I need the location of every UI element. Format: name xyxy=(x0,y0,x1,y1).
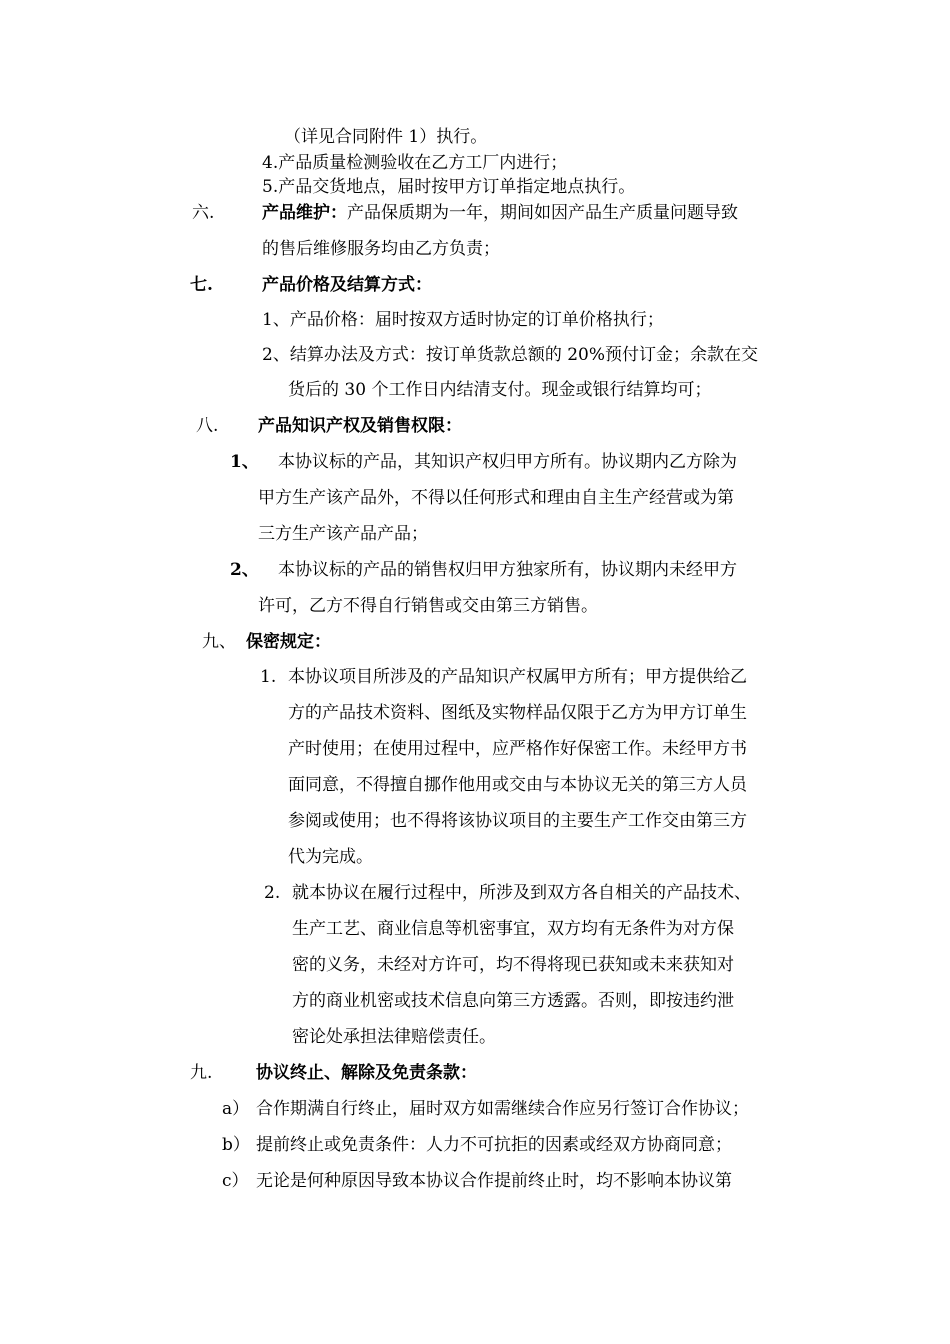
s7-title: 产品价格及结算方式： xyxy=(262,275,432,295)
s5-continuation: （详见合同附件 1）执行。 xyxy=(284,127,488,147)
s10-a-text: 合作期满自行终止，届时双方如需继续合作应另行签订合作协议； xyxy=(256,1099,749,1119)
s8-title: 产品知识产权及销售权限： xyxy=(258,416,462,436)
s9-item-1-number: 1. xyxy=(260,667,277,687)
s9-item-2-line: 方的商业机密或技术信息向第三方透露。否则，即按违约泄 xyxy=(292,991,734,1011)
s8-item-2-line-1: 本协议标的产品的销售权归甲方独家所有，协议期内未经甲方 xyxy=(278,560,737,580)
s8-item-2-number: 2、 xyxy=(230,560,259,580)
s8-item-1-line-2: 甲方生产该产品外，不得以任何形式和理由自主生产经营或为第 xyxy=(258,488,734,508)
s9-item-2-line: 生产工艺、商业信息等机密事宜，双方均有无条件为对方保 xyxy=(292,919,734,939)
s10-b-label: b） xyxy=(222,1135,250,1155)
s10-c-label: c） xyxy=(222,1171,249,1191)
s8-item-1-line-3: 三方生产该产品产品； xyxy=(258,524,428,544)
s9-item-1-line: 代为完成。 xyxy=(288,847,373,867)
s10-b-text: 提前终止或免责条件：人力不可抗拒的因素或经双方协商同意； xyxy=(256,1135,732,1155)
s6-number: 六. xyxy=(192,203,215,223)
s10-a-label: a） xyxy=(222,1099,250,1119)
s8-item-1-number: 1、 xyxy=(230,452,259,472)
s9-item-2-line: 密论处承担法律赔偿责任。 xyxy=(292,1027,496,1047)
s6-text-1: 产品保质期为一年，期间如因产品生产质量问题导致 xyxy=(347,203,738,223)
s5-item-5: 5.产品交货地点，届时按甲方订单指定地点执行。 xyxy=(262,177,636,197)
s7-number: 七. xyxy=(190,275,213,295)
s7-item-2-line-1: 2、结算办法及方式：按订单货款总额的 20%预付订金；余款在交 xyxy=(262,345,759,365)
s6-title: 产品维护： xyxy=(262,203,347,223)
s9-title: 保密规定： xyxy=(246,632,331,652)
s8-item-2-line-2: 许可，乙方不得自行销售或交由第三方销售。 xyxy=(258,596,598,616)
s10-title: 协议终止、解除及免责条款： xyxy=(256,1063,477,1083)
s9-item-1-line: 本协议项目所涉及的产品知识产权属甲方所有；甲方提供给乙 xyxy=(288,667,747,687)
s5-item-4: 4.产品质量检测验收在乙方工厂内进行； xyxy=(262,153,568,173)
s10-c-text: 无论是何种原因导致本协议合作提前终止时，均不影响本协议第 xyxy=(256,1171,732,1191)
s8-number: 八. xyxy=(196,416,219,436)
s6-line-1 xyxy=(262,203,738,223)
s7-item-2-line-2: 货后的 30 个工作日内结清支付。现金或银行结算均可； xyxy=(288,380,712,400)
s9-item-2-line: 就本协议在履行过程中，所涉及到双方各自相关的产品技术、 xyxy=(292,883,751,903)
s9-number: 九、 xyxy=(202,632,236,652)
s6-line-2: 的售后维修服务均由乙方负责； xyxy=(262,239,500,259)
s9-item-2-line: 密的义务，未经对方许可，均不得将现已获知或未来获知对 xyxy=(292,955,734,975)
s9-item-1-line: 产时使用；在使用过程中，应严格作好保密工作。未经甲方书 xyxy=(288,739,747,759)
s8-item-1-line-1: 本协议标的产品，其知识产权归甲方所有。协议期内乙方除为 xyxy=(278,452,737,472)
s9-item-1-line: 面同意，不得擅自挪作他用或交由与本协议无关的第三方人员 xyxy=(288,775,747,795)
s9-item-2-number: 2. xyxy=(264,883,281,903)
s10-number: 九. xyxy=(190,1063,213,1083)
s7-item-1: 1、产品价格：届时按双方适时协定的订单价格执行； xyxy=(262,310,664,330)
s9-item-1-line: 方的产品技术资料、图纸及实物样品仅限于乙方为甲方订单生 xyxy=(288,703,747,723)
s9-item-1-line: 参阅或使用；也不得将该协议项目的主要生产工作交由第三方 xyxy=(288,811,747,831)
